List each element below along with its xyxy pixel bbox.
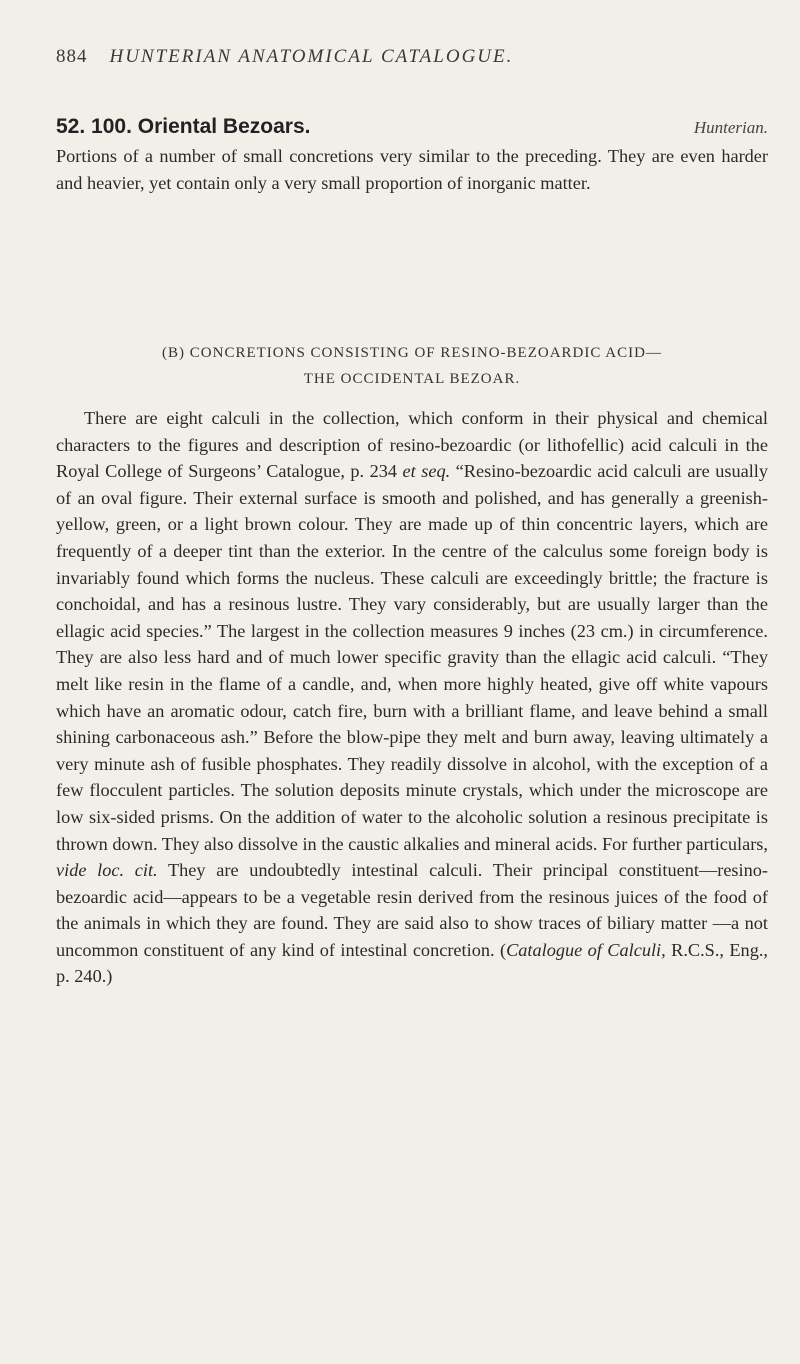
body-text-d: R.C.S., Eng., p. 240.) [56, 939, 768, 987]
entry-heading [56, 115, 768, 139]
page-number: 884 [56, 46, 88, 67]
section-heading-line2: THE OCCIDENTAL BEZOAR. [303, 371, 521, 387]
entry-source: Hunterian. [693, 118, 768, 137]
et-seq: et seq. [402, 461, 451, 482]
entry-title: 52. 100. Oriental Bezoars. [56, 115, 311, 138]
entry-description: Portions of a number of small concretions very similar to the preceding. They are even harder and heavier, yet contain only a very small proportion of inorganic matter. [56, 146, 768, 193]
section-body [56, 405, 768, 990]
vide-loc-cit: vide loc. cit. [56, 860, 158, 881]
body-text-a: There are eight calculi in the collection, which conform in their physical and chemical characters to the figures and description of resino-bezoardic (or lithofellic) acid calculi in the Royal College of Surgeons’ Catalogue, p. 234 [56, 408, 768, 482]
running-header [56, 46, 768, 68]
section-heading-line1: (B) CONCRETIONS CONSISTING OF RESINO-BEZOARDIC ACID— [162, 345, 662, 361]
catalogue-reference: Catalogue of Calculi, [506, 939, 666, 960]
body-text-c: They are undoubtedly intestinal calculi. Their principal constituent—resino-bezoardic acid—appears to be a vegetable resin derived from the resinous juices of the food of the animals in which they are found. They are said also to show traces of biliary matter —a not uncommon constituent of any kind of intestinal concretion. ( [56, 860, 768, 960]
running-title: HUNTERIAN ANATOMICAL CATALOGUE. [109, 46, 514, 67]
section-heading [56, 340, 768, 392]
body-text-b: “Resino-bezoardic acid calculi are usually of an oval figure. Their external surface is smooth and polished, and has generally a greenish-yellow, green, or a light brown colour. They are made up of thin concentric layers, which are frequently of a deeper tint than the exterior. In the centre of the calculus some foreign body is invariably found which forms the nucleus. These calculi are exceedingly brittle; the fracture is conchoidal, and has a resinous lustre. They vary considerably, but are usually larger than the ellagic acid species.” The largest in the collection measures 9 inches (23 cm.) in circumference. They are also less hard and of much lower specific gravity than the ellagic acid calculi. “They melt like resin in the flame of a candle, and, when more highly heated, give off white vapours which have an aromatic odour, catch fire, burn with a brilliant flame, and leave behind a small shining carbonaceous ash.” Before the blow-pipe they melt and burn away, leaving ultimately a very minute ash of fusible phosphates. They readily dissolve in alcohol, with the exception of a few flocculent particles. The solution deposits minute crystals, which under the microscope are low six-sided prisms. On the addition of water to the alcoholic solution a resinous precipitate is thrown down. They also dissolve in the caustic alkalies and mineral acids. For further particulars, [56, 461, 768, 854]
